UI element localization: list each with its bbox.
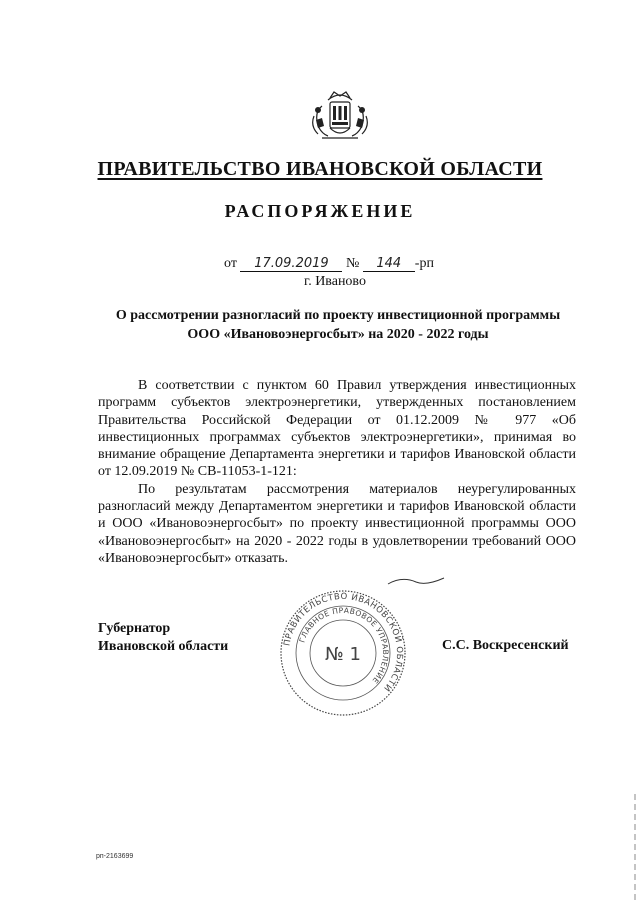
- body-paragraph: По результатам рассмотрения материалов неурегулированных разногласий между Департаментом энергетики и тарифов Ивановской области и ООО «Ивановоэнергосбыт» по проекту инвестиционной программы ООО «Ивановоэнергосбыт» на 2020 - 2022 годы в удовлетворении требований ООО «Ивановоэнергосбыт» отказать.: [98, 481, 576, 566]
- city: г. Иваново: [304, 274, 366, 289]
- stamp-outer-text: ПРАВИТЕЛЬСТВО ИВАНОВСКОЙ ОБЛАСТИ: [282, 591, 405, 694]
- document-body: [98, 377, 576, 567]
- date-number-line: [224, 256, 434, 272]
- signature-stroke-icon: [386, 574, 446, 588]
- government-title: ПРАВИТЕЛЬСТВО ИВАНОВСКОЙ ОБЛАСТИ: [97, 158, 543, 180]
- footer-code: рп-2163699: [96, 853, 134, 860]
- stamp-number: № 1: [325, 644, 361, 665]
- document-date: 17.09.2019: [240, 256, 342, 272]
- stamp-inner-text: ГЛАВНОЕ ПРАВОВОЕ УПРАВЛЕНИЕ: [297, 605, 391, 686]
- subject-line: О рассмотрении разногласий по проекту инвестиционной программы: [115, 308, 561, 323]
- document-number: 144: [363, 256, 415, 272]
- scan-edge-mark: [632, 792, 638, 902]
- number-prefix: №: [345, 256, 360, 271]
- number-suffix: -рп: [414, 256, 434, 271]
- signer-name: С.С. Воскресенский: [442, 638, 569, 653]
- coat-of-arms-icon: [300, 86, 380, 146]
- signer-position: Губернатор Ивановской области: [98, 621, 229, 654]
- subject-line: ООО «Ивановоэнергосбыт» на 2020 - 2022 годы: [187, 327, 489, 342]
- document-type: РАСПОРЯЖЕНИЕ: [224, 201, 416, 221]
- document-subject: [96, 306, 580, 344]
- official-stamp: [278, 588, 408, 718]
- date-prefix: от: [224, 256, 237, 271]
- body-paragraph: В соответствии с пунктом 60 Правил утверждения инвестиционных программ субъектов электроэнергетики, утвержденных постановлением Правительства Российской Федерации от 01.12.2009 № 977 «Об инвестиционных программах субъектов электроэнергетики», принимая во внимание обращение Департамента энергетики и тарифов Ивановской области от 12.09.2019 № СВ-11053-1-121:: [98, 378, 576, 480]
